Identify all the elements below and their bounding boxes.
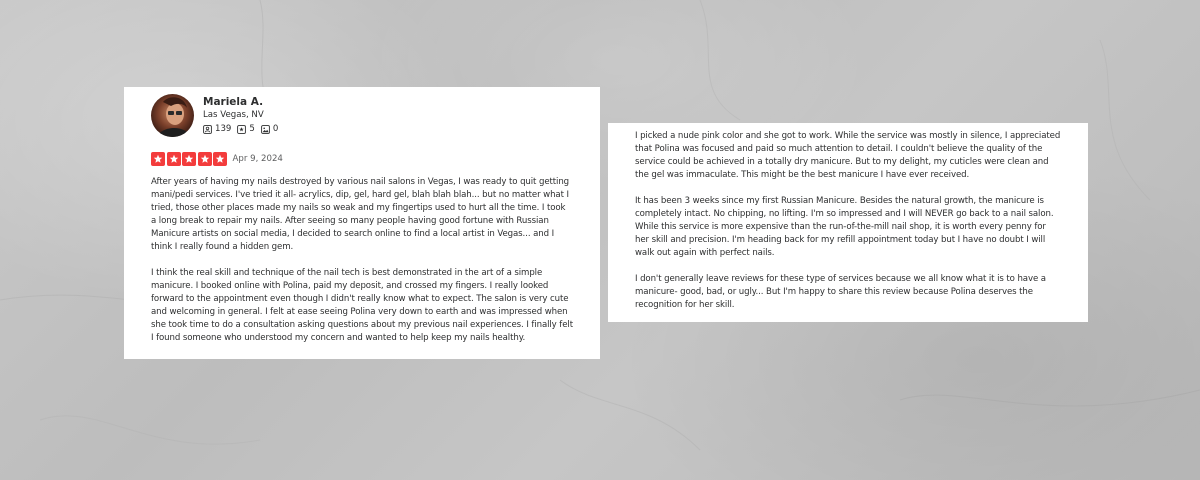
friends-count: 139 — [215, 124, 232, 134]
review-paragraph: I don't generally leave reviews for these type of services because we all know what it is to have a manicure- good, bad, or ugly... But I'm happy to share this review because Polina deserves the recognition for her skill. — [635, 274, 1046, 310]
review-paragraph: After years of having my nails destroyed by various nail salons in Vegas, I was ready to quit getting mani/pedi services. I've tried it all- acrylics, dip, gel, hard gel, blah blah blah... but no matter what I tried, those other places made my nails so weak and my fingertips used to hurt all the time. I took a long break to repair my nails. After seeing so many people having good fortune with Russian Manicure artists on social media, I decided to search online to find a local artist in Vegas... and I think I really found a hidden gem. — [151, 177, 570, 252]
review-date: Apr 9, 2024 — [232, 154, 283, 164]
star-icon — [198, 152, 212, 166]
photo-icon — [261, 125, 270, 134]
reviewer-name[interactable]: Mariela A. — [203, 96, 264, 108]
review-continuation-card — [608, 123, 1088, 322]
review-card — [124, 87, 600, 359]
reviews-count-stat — [237, 123, 254, 136]
reviewer-location: Las Vegas, NV — [203, 110, 264, 120]
star-icon — [213, 152, 227, 166]
reviewer-stats — [203, 123, 284, 136]
star-icon — [182, 152, 196, 166]
review-paragraph: It has been 3 weeks since my first Russian Manicure. Besides the natural growth, the manicure is completely intact. No chipping, no lifting. I'm so impressed and I will NEVER go back to a nail salon. While this service is more expensive than the run-of-the-mill nail shop, it is worth every penny for her skill and precision. I'm heading back for my refill appointment today but I have no doubt I will walk out again with perfect nails. — [635, 196, 1054, 258]
star-rating — [151, 152, 229, 166]
star-icon — [151, 152, 165, 166]
photos-count-stat — [261, 123, 278, 136]
review-body — [151, 176, 573, 345]
review-paragraph: I picked a nude pink color and she got to work. While the service was mostly in silence, I appreciated that Polina was focused and paid so much attention to detail. I couldn't believe the quality of the service could be achieved in a totally dry manicure. But to my delight, my cuticles were clean and the gel was immaculate. This might be the best manicure I have ever received. — [635, 131, 1061, 180]
reviewer-header — [151, 93, 573, 139]
review-star-icon — [237, 125, 246, 134]
rating-row — [151, 151, 573, 167]
friends-icon — [203, 125, 212, 134]
friends-count-stat — [203, 123, 231, 136]
reviewer-avatar[interactable] — [151, 94, 194, 137]
review-continuation-body — [635, 130, 1062, 312]
photos-count: 0 — [272, 124, 279, 134]
review-paragraph: I think the real skill and technique of the nail tech is best demonstrated in the art of a simple manicure. I booked online with Polina, paid my deposit, and crossed my fingers. I really looked forward to the appointment even though I didn't really know what to expect. The salon is very cute and welcoming in general. I felt at ease seeing Polina very down to earth and was impressed when she took time to do a consultation asking questions about my previous nail experiences. I finally felt I found someone who understood my concern and wanted to help keep my nails healthy. — [151, 268, 573, 343]
reviewer-info — [203, 95, 284, 136]
star-icon — [167, 152, 181, 166]
reviews-count: 5 — [249, 124, 255, 134]
